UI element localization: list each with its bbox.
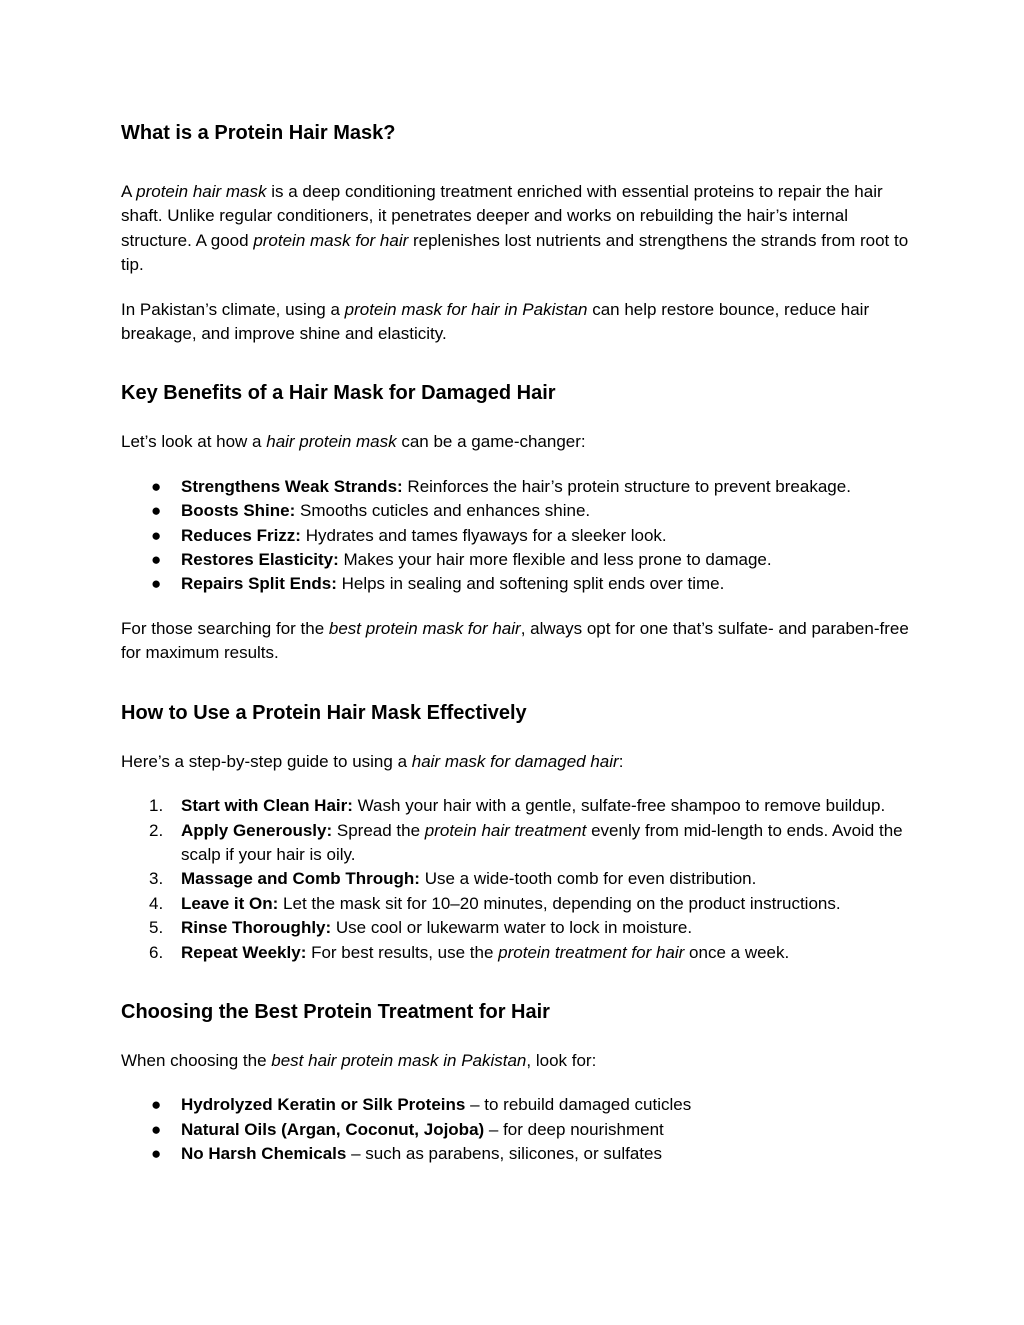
step-number: 5.: [149, 918, 164, 938]
text: , always opt for one that’s sulfate- and paraben-free for maximum results.: [121, 618, 909, 663]
text: is a deep conditioning treatment enriched with essential proteins to repair the hair shaft. Unlike regular conditioners, it penetrates deeper and works on rebuilding the hair’s internal structure. A good: [121, 182, 883, 250]
emphasis-text: protein hair mask: [136, 182, 267, 201]
text: When choosing the: [121, 1050, 272, 1070]
list-item-text: Wash your hair with a gentle, sulfate-free shampoo to remove buildup.: [352, 796, 886, 816]
list-item: [121, 794, 911, 818]
document-page: [121, 120, 911, 1167]
text: Let’s look at how a: [121, 432, 267, 452]
text: , look for:: [526, 1050, 597, 1070]
text: replenishes lost nutrients and strengthens the strands from root to tip.: [121, 230, 909, 275]
choosing-list: [121, 1093, 911, 1166]
text: Here’s a step-by-step guide to using a: [121, 751, 412, 771]
paragraph-pakistan-climate: [121, 298, 911, 347]
list-item-term: Boosts Shine:: [181, 501, 296, 521]
bullet-marker: ●: [151, 1144, 162, 1164]
paragraph-benefits-outro: [121, 617, 911, 666]
heading-choosing-best: Choosing the Best Protein Treatment for Hair: [121, 1000, 550, 1023]
list-item: [121, 1142, 911, 1166]
list-item: [121, 499, 911, 523]
bullet-marker: ●: [151, 1119, 162, 1139]
list-item-text: For best results, use the: [306, 942, 499, 962]
bullet-marker: ●: [151, 525, 162, 545]
list-item-text: Makes your hair more flexible and less prone to damage.: [338, 550, 772, 570]
list-item: [121, 475, 911, 499]
text: :: [618, 751, 624, 771]
text: can help restore bounce, reduce hair breakage, and improve shine and elasticity.: [121, 299, 870, 344]
list-item-text: Use a wide-tooth comb for even distribution.: [419, 869, 757, 889]
list-item-term: Start with Clean Hair:: [181, 796, 353, 816]
list-item: [121, 892, 911, 916]
bullet-marker: ●: [151, 501, 162, 521]
list-item-term: Repeat Weekly:: [181, 942, 307, 962]
step-number: 1.: [149, 796, 164, 816]
list-item: [121, 572, 911, 596]
bullet-marker: ●: [151, 1095, 162, 1115]
emphasis-text: hair protein mask: [266, 432, 397, 452]
list-item-text: Hydrates and tames flyaways for a sleeker look.: [300, 525, 667, 545]
benefits-list: [121, 475, 911, 597]
list-item: [121, 916, 911, 940]
emphasis-text: best hair protein mask in Pakistan: [271, 1050, 527, 1070]
list-item-term: Massage and Comb Through:: [181, 869, 420, 889]
emphasis-text: best protein mask for hair: [328, 618, 521, 638]
step-number: 3.: [149, 869, 164, 889]
heading-what-is-protein-hair-mask: What is a Protein Hair Mask?: [121, 122, 396, 144]
step-number: 4.: [149, 893, 164, 913]
text: In Pakistan’s climate, using a: [121, 299, 345, 319]
paragraph-benefits-intro: [121, 430, 911, 454]
list-item: [121, 524, 911, 548]
list-item-text: evenly from mid-length to ends. Avoid the scalp if your hair is oily.: [181, 820, 903, 864]
bullet-marker: ●: [151, 476, 162, 496]
list-item-term: Restores Elasticity:: [181, 550, 339, 570]
list-item-term: Natural Oils (Argan, Coconut, Jojoba): [181, 1119, 485, 1139]
list-item-term: Repairs Split Ends:: [181, 574, 337, 594]
emphasis-text: protein mask for hair: [253, 230, 409, 250]
list-item: [121, 819, 911, 868]
text: For those searching for the: [121, 618, 329, 638]
list-item-term: Rinse Thoroughly:: [181, 918, 332, 938]
list-item-term: Reduces Frizz:: [181, 525, 301, 545]
list-item: [121, 1093, 911, 1117]
list-item-term: Leave it On:: [181, 893, 279, 913]
steps-list: [121, 794, 911, 965]
list-item-text: Helps in sealing and softening split ends over time.: [336, 574, 725, 594]
list-item: [121, 1118, 911, 1142]
list-item: [121, 867, 911, 891]
list-item: [121, 548, 911, 572]
emphasis-text: protein treatment for hair: [498, 942, 685, 962]
emphasis-text: protein hair treatment: [424, 820, 587, 840]
list-item-text: – such as parabens, silicones, or sulfates: [346, 1144, 662, 1164]
list-item-text: – for deep nourishment: [484, 1119, 664, 1139]
list-item-term: No Harsh Chemicals: [181, 1144, 347, 1164]
heading-key-benefits: Key Benefits of a Hair Mask for Damaged Hair: [121, 382, 556, 405]
list-item-term: Strengthens Weak Strands:: [181, 476, 403, 496]
emphasis-text: hair mask for damaged hair: [411, 751, 619, 771]
heading-how-to-use: How to Use a Protein Hair Mask Effectively: [121, 701, 527, 724]
list-item-text: Use cool or lukewarm water to lock in moisture.: [331, 918, 693, 938]
emphasis-text: protein mask for hair in Pakistan: [344, 299, 588, 319]
step-number: 6.: [149, 942, 164, 962]
text: can be a game-changer:: [396, 432, 586, 452]
list-item-text: Let the mask sit for 10–20 minutes, depending on the product instructions.: [278, 893, 841, 913]
bullet-marker: ●: [151, 550, 162, 570]
list-item-text: – to rebuild damaged cuticles: [465, 1095, 692, 1115]
paragraph-definition: [121, 180, 911, 278]
list-item-text: Smooths cuticles and enhances shine.: [295, 501, 591, 521]
list-item: [121, 941, 911, 965]
paragraph-howto-intro: [121, 750, 911, 774]
paragraph-choosing-intro: [121, 1049, 911, 1073]
list-item-text: once a week.: [684, 942, 790, 962]
text: A: [121, 182, 137, 201]
list-item-text: Spread the: [332, 820, 425, 840]
list-item-term: Hydrolyzed Keratin or Silk Proteins: [181, 1095, 466, 1115]
list-item-text: Reinforces the hair’s protein structure to prevent breakage.: [402, 476, 851, 496]
bullet-marker: ●: [151, 574, 162, 594]
step-number: 2.: [149, 820, 164, 840]
list-item-term: Apply Generously:: [181, 820, 333, 840]
